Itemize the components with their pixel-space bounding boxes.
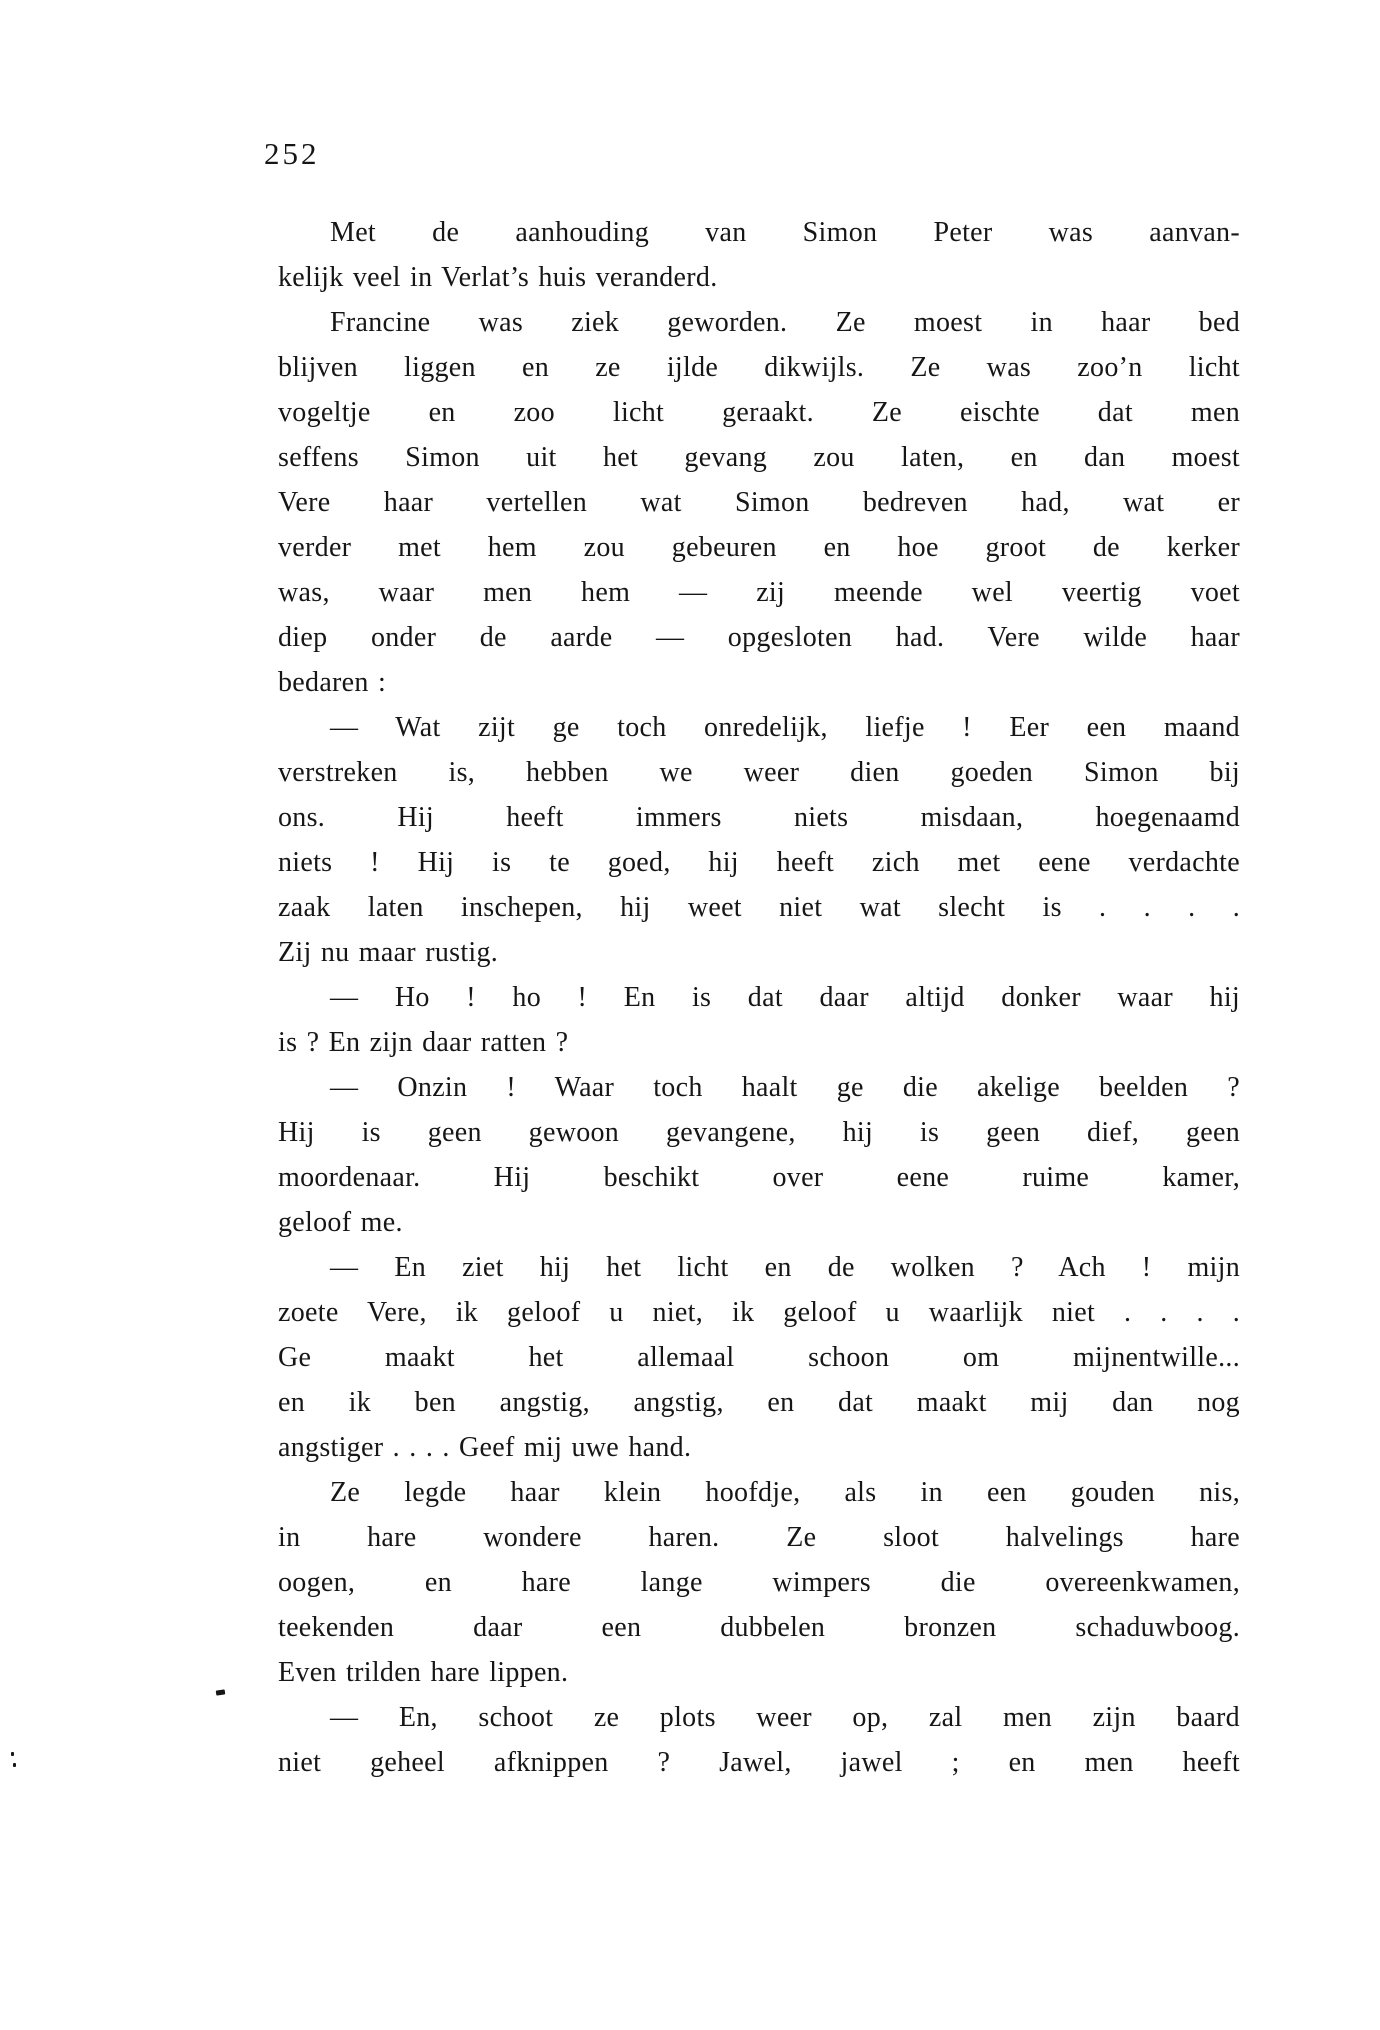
text-line: verder met hem zou gebeuren en hoe groot de kerker	[278, 532, 1240, 563]
scan-speck-dot	[13, 1763, 16, 1767]
text-line: niet geheel afknippen ? Jawel, jawel ; en men heeft	[278, 1747, 1240, 1778]
text-line: Even trilden hare lippen.	[278, 1657, 569, 1688]
text-line: — En, schoot ze plots weer op, zal men zijn baard	[330, 1702, 1240, 1733]
text-line: blijven liggen en ze ijlde dikwijls. Ze was zoo’n licht	[278, 352, 1240, 383]
text-block	[278, 210, 1240, 1785]
text-line: angstiger . . . . Geef mij uwe hand.	[278, 1432, 692, 1463]
scan-speck-dot	[11, 1752, 14, 1756]
text-line: bedaren :	[278, 667, 387, 698]
text-line: ons. Hij heeft immers niets misdaan, hoegenaamd	[278, 802, 1240, 833]
text-line: geloof me.	[278, 1207, 403, 1238]
text-line: Francine was ziek geworden. Ze moest in haar bed	[330, 307, 1240, 338]
text-line: Vere haar vertellen wat Simon bedreven had, wat er	[278, 487, 1240, 518]
text-line: is ? En zijn daar ratten ?	[278, 1027, 569, 1058]
text-line: — En ziet hij het licht en de wolken ? Ach ! mijn	[330, 1252, 1240, 1283]
text-line: in hare wondere haren. Ze sloot halvelings hare	[278, 1522, 1240, 1553]
scan-speck-dash	[216, 1689, 226, 1695]
text-line: zaak laten inschepen, hij weet niet wat slecht is . . . .	[278, 892, 1240, 923]
text-line: verstreken is, hebben we weer dien goeden Simon bij	[278, 757, 1240, 788]
text-line: Hij is geen gewoon gevangene, hij is geen dief, geen	[278, 1117, 1240, 1148]
text-line: diep onder de aarde — opgesloten had. Vere wilde haar	[278, 622, 1240, 653]
text-line: seffens Simon uit het gevang zou laten, en dan moest	[278, 442, 1240, 473]
text-line: oogen, en hare lange wimpers die overeenkwamen,	[278, 1567, 1240, 1598]
text-line: en ik ben angstig, angstig, en dat maakt mij dan nog	[278, 1387, 1240, 1418]
text-line: — Wat zijt ge toch onredelijk, liefje ! Eer een maand	[330, 712, 1240, 743]
text-line: was, waar men hem — zij meende wel veertig voet	[278, 577, 1240, 608]
text-line: teekenden daar een dubbelen bronzen schaduwboog.	[278, 1612, 1240, 1643]
text-line: zoete Vere, ik geloof u niet, ik geloof u waarlijk niet . . . .	[278, 1297, 1240, 1328]
page-number: 252	[264, 136, 320, 171]
text-line: kelijk veel in Verlat’s huis veranderd.	[278, 262, 718, 293]
text-line: moordenaar. Hij beschikt over eene ruime kamer,	[278, 1162, 1240, 1193]
text-line: vogeltje en zoo licht geraakt. Ze eischte dat men	[278, 397, 1240, 428]
text-line: niets ! Hij is te goed, hij heeft zich met eene verdachte	[278, 847, 1240, 878]
text-line: — Onzin ! Waar toch haalt ge die akelige beelden ?	[330, 1072, 1240, 1103]
text-line: — Ho ! ho ! En is dat daar altijd donker waar hij	[330, 982, 1240, 1013]
text-line: Ge maakt het allemaal schoon om mijnentwille...	[278, 1342, 1240, 1373]
text-line: Ze legde haar klein hoofdje, als in een gouden nis,	[330, 1477, 1240, 1508]
text-line: Met de aanhouding van Simon Peter was aanvan-	[330, 217, 1240, 248]
text-line: Zij nu maar rustig.	[278, 937, 499, 968]
